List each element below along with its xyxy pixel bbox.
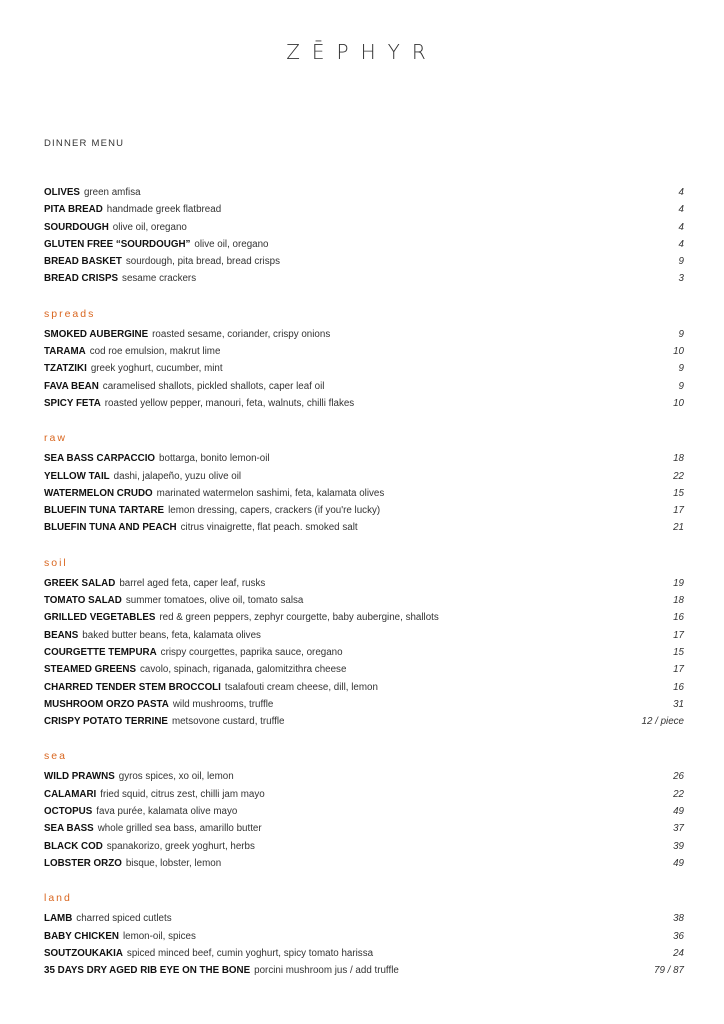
menu-item-text xyxy=(44,519,358,536)
menu-item-price: 10 xyxy=(673,346,684,358)
menu-item-price: 39 xyxy=(673,840,684,852)
menu-item-price: 3 xyxy=(678,273,684,285)
menu-item xyxy=(44,450,684,467)
menu-item xyxy=(44,184,684,201)
menu-item xyxy=(44,713,684,730)
menu-item-description: red & green peppers, zephyr courgette, baby aubergine, shallots xyxy=(159,612,439,624)
menu-item-name: BREAD CRISPS xyxy=(44,273,119,285)
menu-item-name: MUSHROOM ORZO PASTA xyxy=(44,698,169,710)
menu-item-text xyxy=(44,592,303,609)
menu-item xyxy=(44,485,684,502)
menu-item-description: citrus vinaigrette, flat peach. smoked salt xyxy=(180,522,358,534)
menu-item-text xyxy=(44,360,223,377)
menu-item-text xyxy=(44,713,284,730)
menu-item xyxy=(44,326,684,343)
menu-item-description: olive oil, oregano xyxy=(112,221,187,233)
menu-item-description: porcini mushroom jus / add truffle xyxy=(254,965,399,977)
menu-item-text xyxy=(44,928,196,945)
menu-item-description: spiced minced beef, cumin yoghurt, spicy tomato harissa xyxy=(126,947,374,959)
menu-item-price: 18 xyxy=(673,453,684,465)
menu-item-description: summer tomatoes, olive oil, tomato salsa xyxy=(125,595,304,607)
menu-item xyxy=(44,575,684,592)
menu-item-price: 37 xyxy=(673,823,684,835)
menu-section xyxy=(44,890,684,979)
menu-item-text xyxy=(44,502,380,519)
menu-item-text xyxy=(44,253,280,270)
menu-item xyxy=(44,395,684,412)
menu-item-name: GLUTEN FREE “SOURDOUGH” xyxy=(44,238,191,250)
menu-item-price: 31 xyxy=(673,698,684,710)
section-title: raw xyxy=(44,432,67,445)
menu-item-text xyxy=(44,803,237,820)
menu-item-description: cod roe emulsion, makrut lime xyxy=(89,346,221,358)
menu-item-text xyxy=(44,661,346,678)
menu-item xyxy=(44,609,684,626)
menu-item-description: roasted yellow pepper, manouri, feta, walnuts, chilli flakes xyxy=(104,397,355,409)
menu-item-text xyxy=(44,450,270,467)
menu-item xyxy=(44,803,684,820)
menu-item-name: SEA BASS xyxy=(44,823,94,835)
menu-item-price: 4 xyxy=(678,221,684,233)
menu-item-description: fava purée, kalamata olive mayo xyxy=(96,806,238,818)
menu-item-name: YELLOW TAIL xyxy=(44,470,110,482)
menu-item-text xyxy=(44,855,221,872)
menu-item-description: wild mushrooms, truffle xyxy=(172,698,274,710)
section-title: sea xyxy=(44,750,67,763)
menu-item-price: 16 xyxy=(673,681,684,693)
menu-item-description: greek yoghurt, cucumber, mint xyxy=(90,363,223,375)
menu-item-price: 12 / piece xyxy=(641,716,684,728)
menu-item-description: whole grilled sea bass, amarillo butter xyxy=(97,823,262,835)
menu-item-description: tsalafouti cream cheese, dill, lemon xyxy=(224,681,378,693)
menu-item-description: crispy courgettes, paprika sauce, oregano xyxy=(160,646,343,658)
menu-item-name: TARAMA xyxy=(44,346,86,358)
menu-item-price: 22 xyxy=(673,470,684,482)
menu-item-price: 21 xyxy=(673,522,684,534)
menu-item xyxy=(44,343,684,360)
menu-item-description: green amfisa xyxy=(83,187,141,198)
menu-item-description: bisque, lobster, lemon xyxy=(125,857,222,869)
menu-item-name: CRISPY POTATO TERRINE xyxy=(44,716,168,728)
menu-item-price: 17 xyxy=(673,664,684,676)
menu-item-text xyxy=(44,219,187,236)
menu-item xyxy=(44,201,684,218)
menu-item-description: sourdough, pita bread, bread crisps xyxy=(125,256,280,268)
menu-item-text xyxy=(44,201,221,218)
menu-item-price: 38 xyxy=(673,913,684,925)
menu-item xyxy=(44,502,684,519)
menu-item xyxy=(44,855,684,872)
menu-item-description: roasted sesame, coriander, crispy onions xyxy=(152,328,331,340)
menu-item-price: 15 xyxy=(673,487,684,499)
menu-item-price: 9 xyxy=(678,363,684,375)
menu-item-description: caramelised shallots, pickled shallots, caper leaf oil xyxy=(102,380,325,392)
menu-item-description: charred spiced cutlets xyxy=(76,913,172,925)
menu-item xyxy=(44,270,684,287)
menu-item-text xyxy=(44,627,261,644)
menu-item-text xyxy=(44,378,324,395)
menu-item-price: 24 xyxy=(673,947,684,959)
menu-item-price: 18 xyxy=(673,595,684,607)
menu-item-text xyxy=(44,786,265,803)
menu-item-price: 4 xyxy=(678,187,684,198)
menu-item-description: cavolo, spinach, riganada, galomitzithra cheese xyxy=(140,664,347,676)
menu-item-text xyxy=(44,609,439,626)
section-title: land xyxy=(44,892,72,905)
menu-item-name: WATERMELON CRUDO xyxy=(44,487,153,499)
menu-item-price: 4 xyxy=(678,204,684,216)
menu-item-name: SMOKED AUBERGINE xyxy=(44,328,149,340)
menu-item-description: gyros spices, xo oil, lemon xyxy=(118,771,234,783)
menu-item-text xyxy=(44,326,330,343)
menu-item-text xyxy=(44,343,220,360)
menu-section xyxy=(44,748,684,872)
menu-item-name: BREAD BASKET xyxy=(44,256,122,268)
section-title: soil xyxy=(44,556,68,569)
menu-item-name: CALAMARI xyxy=(44,788,97,800)
menu-item-name: OCTOPUS xyxy=(44,806,93,818)
menu-item-description: spanakorizo, greek yoghurt, herbs xyxy=(106,840,255,852)
menu-item-price: 16 xyxy=(673,612,684,624)
menu-item-name: CHARRED TENDER STEM BROCCOLI xyxy=(44,681,221,693)
menu-item xyxy=(44,644,684,661)
menu-item xyxy=(44,820,684,837)
menu-item-name: SOURDOUGH xyxy=(44,221,109,233)
menu-item-description: barrel aged feta, caper leaf, rusks xyxy=(119,577,266,589)
menu-item xyxy=(44,928,684,945)
menu-item-price: 4 xyxy=(678,238,684,250)
menu-section xyxy=(44,306,684,412)
menu-item-text xyxy=(44,945,373,962)
menu-item-name: PITA BREAD xyxy=(44,204,103,216)
menu-item-name: STEAMED GREENS xyxy=(44,664,136,676)
menu-item xyxy=(44,219,684,236)
menu-item-name: SEA BASS CARPACCIO xyxy=(44,453,156,465)
menu-item xyxy=(44,253,684,270)
menu-section xyxy=(44,430,684,536)
menu-item-description: lemon-oil, spices xyxy=(122,930,196,942)
menu-item-name: GREEK SALAD xyxy=(44,577,116,589)
menu-title: DINNER MENU xyxy=(44,138,125,149)
menu-item-name: LOBSTER ORZO xyxy=(44,857,122,869)
menu-item xyxy=(44,519,684,536)
menu-item-description: handmade greek flatbread xyxy=(106,204,222,216)
menu-item-price: 79 / 87 xyxy=(654,965,684,977)
menu-item-price: 9 xyxy=(678,328,684,340)
menu-item-price: 26 xyxy=(673,771,684,783)
menu-item-name: SPICY FETA xyxy=(44,397,101,409)
menu-item xyxy=(44,661,684,678)
menu-item-text xyxy=(44,575,265,592)
menu-item-name: TOMATO SALAD xyxy=(44,595,122,607)
menu-item xyxy=(44,627,684,644)
menu-item-name: TZATZIKI xyxy=(44,363,87,375)
menu-item-text xyxy=(44,468,241,485)
menu-item-description: olive oil, oregano xyxy=(194,238,269,250)
menu-item-description: dashi, jalapeño, yuzu olive oil xyxy=(113,470,242,482)
menu-item-price: 36 xyxy=(673,930,684,942)
menu-item-text xyxy=(44,679,378,696)
menu-item-name: BLUEFIN TUNA TARTARE xyxy=(44,505,165,517)
menu-item xyxy=(44,962,684,979)
menu-item-price: 17 xyxy=(673,629,684,641)
menu-item-text xyxy=(44,644,343,661)
restaurant-logo: ZĒPHYR xyxy=(286,40,438,64)
menu-item-text xyxy=(44,838,255,855)
menu-item-name: BLACK COD xyxy=(44,840,103,852)
menu-item-text xyxy=(44,962,399,979)
menu-item-price: 9 xyxy=(678,256,684,268)
menu-item-name: OLIVES xyxy=(44,187,80,198)
menu-item-text xyxy=(44,768,234,785)
menu-item-text xyxy=(44,485,384,502)
menu-item xyxy=(44,786,684,803)
menu-item-description: marinated watermelon sashimi, feta, kalamata olives xyxy=(156,487,385,499)
menu-item-price: 17 xyxy=(673,505,684,517)
menu-section xyxy=(44,184,684,288)
menu-item-price: 22 xyxy=(673,788,684,800)
menu-item xyxy=(44,236,684,253)
menu-item-text xyxy=(44,236,269,253)
menu-item-name: COURGETTE TEMPURA xyxy=(44,646,157,658)
menu-item xyxy=(44,592,684,609)
menu-item xyxy=(44,945,684,962)
menu-item-name: 35 DAYS DRY AGED RIB EYE ON THE BONE xyxy=(44,965,251,977)
menu-item-name: FAVA BEAN xyxy=(44,380,99,392)
section-title: spreads xyxy=(44,307,96,320)
menu-item-price: 49 xyxy=(673,806,684,818)
menu-item xyxy=(44,360,684,377)
menu-item-text xyxy=(44,820,262,837)
menu-item-description: fried squid, citrus zest, chilli jam mayo xyxy=(100,788,265,800)
menu-item-text xyxy=(44,910,172,927)
menu-item-text xyxy=(44,270,196,287)
menu-item-text xyxy=(44,696,273,713)
menu-item-name: BLUEFIN TUNA AND PEACH xyxy=(44,522,177,534)
menu-item-price: 19 xyxy=(673,577,684,589)
menu-item-description: metsovone custard, truffle xyxy=(171,716,285,728)
menu-item-price: 49 xyxy=(673,857,684,869)
menu-item-name: BEANS xyxy=(44,629,79,641)
menu-section xyxy=(44,555,684,731)
menu-item-name: BABY CHICKEN xyxy=(44,930,119,942)
menu-item-name: LAMB xyxy=(44,913,73,925)
menu-item xyxy=(44,468,684,485)
menu-item-name: SOUTZOUKAKIA xyxy=(44,947,123,959)
menu-item-price: 10 xyxy=(673,397,684,409)
menu-item-price: 9 xyxy=(678,380,684,392)
menu-item xyxy=(44,910,684,927)
menu-item-description: sesame crackers xyxy=(122,273,197,285)
menu-item-description: baked butter beans, feta, kalamata olives xyxy=(82,629,261,641)
menu-sections xyxy=(44,184,684,979)
menu-item xyxy=(44,679,684,696)
menu-item xyxy=(44,838,684,855)
menu-item-text xyxy=(44,184,141,201)
menu-item xyxy=(44,768,684,785)
menu-item-name: WILD PRAWNS xyxy=(44,771,115,783)
menu-item-text xyxy=(44,395,354,412)
menu-item xyxy=(44,378,684,395)
menu-item-name: GRILLED VEGETABLES xyxy=(44,612,156,624)
menu-item-description: bottarga, bonito lemon-oil xyxy=(159,453,270,465)
menu-item-price: 15 xyxy=(673,646,684,658)
menu-item xyxy=(44,696,684,713)
menu-item-description: lemon dressing, capers, crackers (if you're lucky) xyxy=(168,505,381,517)
